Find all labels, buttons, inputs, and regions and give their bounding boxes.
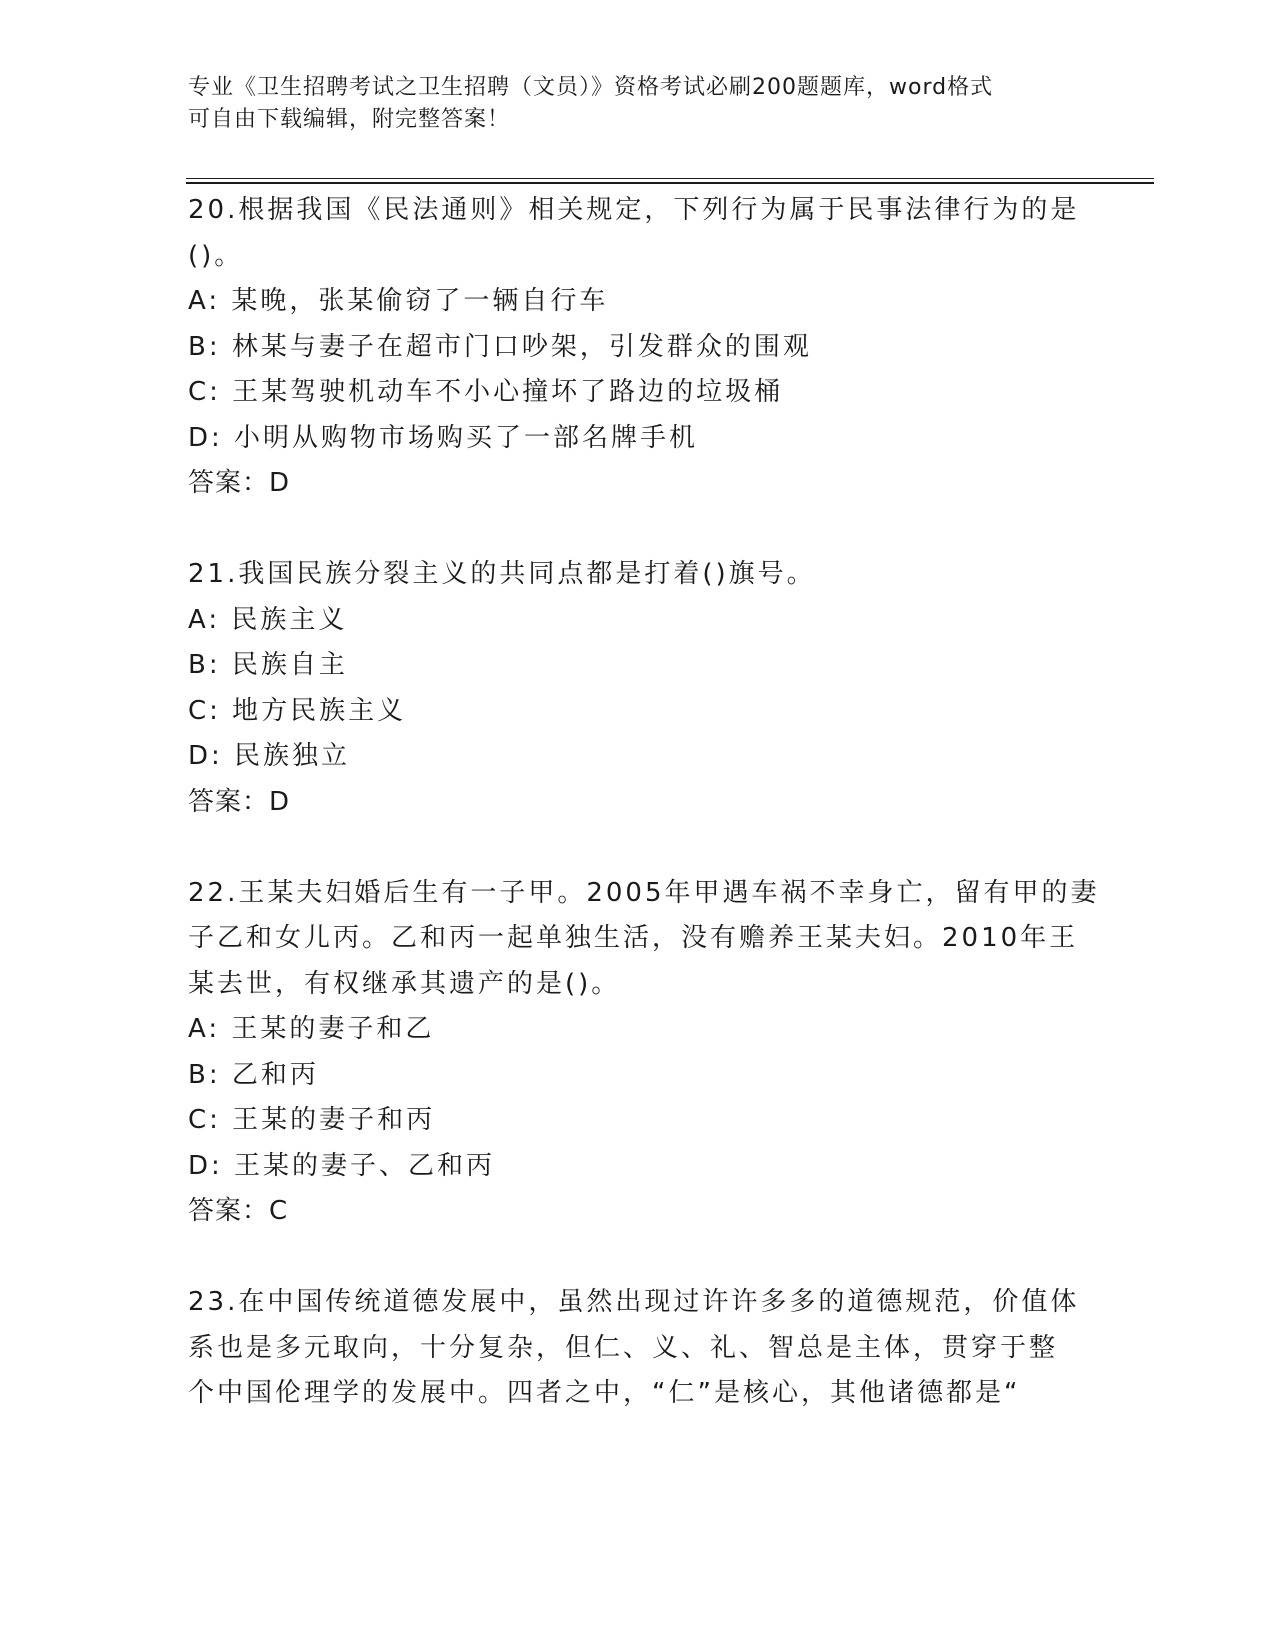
option-b: B: 民族自主 xyxy=(188,650,348,680)
question-stem-line: 个中国伦理学的发展中。四者之中，“仁”是核心，其他诸德都是“ xyxy=(188,1378,1021,1408)
option-c: C: 地方民族主义 xyxy=(188,695,407,726)
option-b: B: 林某与妻子在超市门口吵架，引发群众的围观 xyxy=(188,331,812,362)
option-a: A: 民族主义 xyxy=(188,604,348,635)
question-block xyxy=(188,871,1100,1235)
option-c: C: 王某驾驶机动车不小心撞坏了路边的垃圾桶 xyxy=(188,377,784,407)
option-a: A: 某晚，张某偷窃了一辆自行车 xyxy=(188,286,609,316)
header-line-2: 可自由下载编辑，附完整答案！ xyxy=(188,107,511,132)
question-block xyxy=(188,1280,1088,1417)
option-d: D: 王某的妻子、乙和丙 xyxy=(188,1150,496,1181)
option-a: A: 王某的妻子和乙 xyxy=(188,1014,435,1044)
question-block xyxy=(188,188,1088,507)
question-list xyxy=(188,188,1100,1417)
question-stem-line: 23.在中国传统道德发展中，虽然出现过许许多多的道德规范，价值体 xyxy=(188,1287,1080,1317)
option-d: D: 民族独立 xyxy=(188,741,351,771)
question-spacer xyxy=(188,507,1088,553)
answer-line: 答案：D xyxy=(188,468,291,498)
question-stem-line: ()。 xyxy=(188,240,244,271)
header-line-1: 专业《卫生招聘考试之卫生招聘（文员）》资格考试必刷200题题库，word格式 xyxy=(188,75,994,100)
option-c: C: 王某的妻子和丙 xyxy=(188,1105,436,1135)
header-divider-thin xyxy=(186,178,1154,179)
header-divider-thick xyxy=(186,182,1154,184)
question-stem-line: 20.根据我国《民法通则》相关规定，下列行为属于民事法律行为的是 xyxy=(188,195,1080,225)
question-spacer xyxy=(188,825,1088,871)
page-header xyxy=(188,72,1068,136)
option-b: B: 乙和丙 xyxy=(188,1059,319,1090)
answer-line: 答案：C xyxy=(188,1196,289,1226)
question-stem-line: 子乙和女儿丙。乙和丙一起单独生活，没有赡养王某夫妇。2010年王 xyxy=(188,923,1079,953)
question-stem-line: 21.我国民族分裂主义的共同点都是打着()旗号。 xyxy=(188,559,816,589)
question-stem-line: 某去世，有权继承其遗产的是()。 xyxy=(188,968,621,999)
question-stem-line: 系也是多元取向，十分复杂，但仁、义、礼、智总是主体，贯穿于整 xyxy=(188,1332,1059,1363)
question-block xyxy=(188,552,1088,825)
answer-line: 答案：D xyxy=(188,786,291,817)
question-stem-line: 22.王某夫妇婚后生有一子甲。2005年甲遇车祸不幸身亡，留有甲的妻 xyxy=(188,877,1100,908)
question-spacer xyxy=(188,1235,1088,1281)
option-d: D: 小明从购物市场购买了一部名牌手机 xyxy=(188,422,699,453)
